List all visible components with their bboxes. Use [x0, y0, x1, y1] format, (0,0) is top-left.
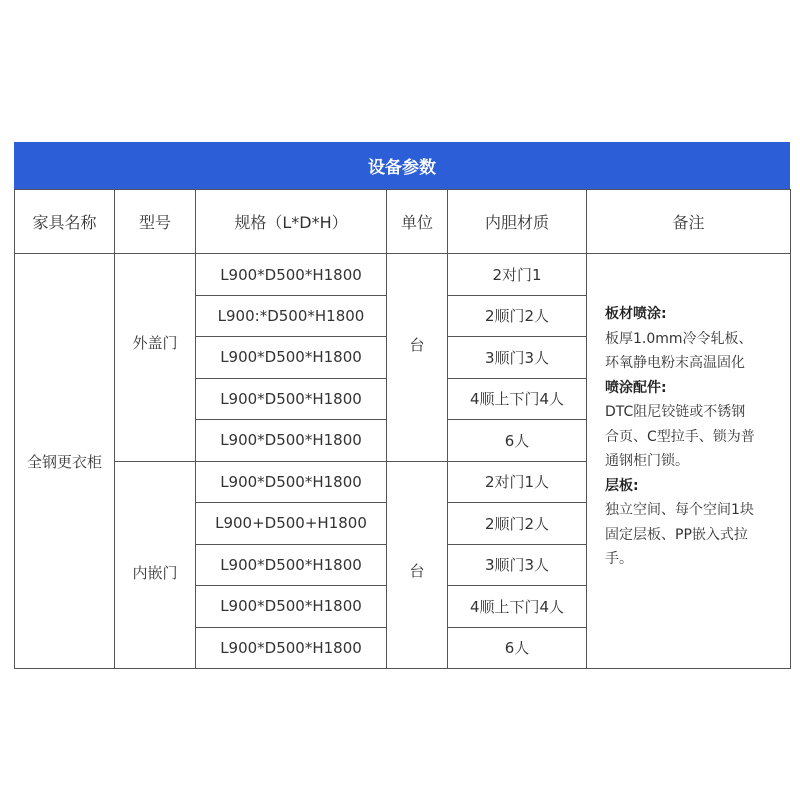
header-cell-material: 内胆材质 [448, 190, 587, 254]
table-row [15, 254, 791, 295]
unit-cell: 台 [387, 254, 448, 461]
material-cell: 2顺门2人 [448, 503, 587, 544]
header-cell-name: 家具名称 [15, 190, 115, 254]
spec-cell: L900:*D500*H1800 [196, 295, 387, 336]
remark-line: 环氧静电粉末高温固化 [605, 355, 745, 372]
furniture-name-cell: 全钢更衣柜 [15, 254, 115, 669]
material-cell: 2对门1 [448, 254, 587, 295]
remark-line: 合页、C型拉手、锁为普 [605, 428, 755, 445]
remark-line: 固定层板、PP嵌入式拉 [605, 526, 748, 543]
remark-line: 独立空间、每个空间1块 [605, 502, 754, 519]
spec-cell: L900*D500*H1800 [196, 544, 387, 585]
remark-title: 板材喷涂: [605, 306, 667, 323]
model-cell: 内嵌门 [115, 461, 196, 668]
spec-cell: L900*D500*H1800 [196, 378, 387, 419]
header-cell-remarks: 备注 [587, 190, 791, 254]
parameter-table [14, 189, 791, 669]
header-cell-unit: 单位 [387, 190, 448, 254]
spec-cell: L900*D500*H1800 [196, 627, 387, 669]
material-cell: 6人 [448, 420, 587, 461]
material-cell: 2顺门2人 [448, 295, 587, 336]
spec-cell: L900*D500*H1800 [196, 586, 387, 627]
spec-cell: L900*D500*H1800 [196, 461, 387, 502]
spec-sheet [14, 142, 790, 669]
material-cell: 3顺门3人 [448, 544, 587, 585]
unit-cell: 台 [387, 461, 448, 668]
spec-cell: L900*D500*H1800 [196, 254, 387, 295]
model-cell: 外盖门 [115, 254, 196, 461]
remark-title: 层板: [605, 477, 639, 494]
remark-line: 手。 [605, 551, 633, 568]
material-cell: 4顺上下门4人 [448, 378, 587, 419]
material-cell: 2对门1人 [448, 461, 587, 502]
remarks-cell [587, 254, 791, 669]
spec-cell: L900*D500*H1800 [196, 337, 387, 378]
header-cell-spec: 规格（L*D*H） [196, 190, 387, 254]
header-cell-model: 型号 [115, 190, 196, 254]
remark-line: DTC阻尼铰链或不锈钢 [605, 404, 746, 421]
spec-cell: L900*D500*H1800 [196, 420, 387, 461]
material-cell: 3顺门3人 [448, 337, 587, 378]
header-row [15, 190, 791, 254]
table-title: 设备参数 [14, 142, 790, 189]
remark-line: 板厚1.0mm冷令轧板、 [605, 330, 753, 347]
material-cell: 4顺上下门4人 [448, 586, 587, 627]
spec-cell: L900+D500+H1800 [196, 503, 387, 544]
material-cell: 6人 [448, 627, 587, 669]
remark-line: 通钢柜门锁。 [605, 453, 689, 470]
remark-title: 喷涂配件: [605, 379, 667, 396]
